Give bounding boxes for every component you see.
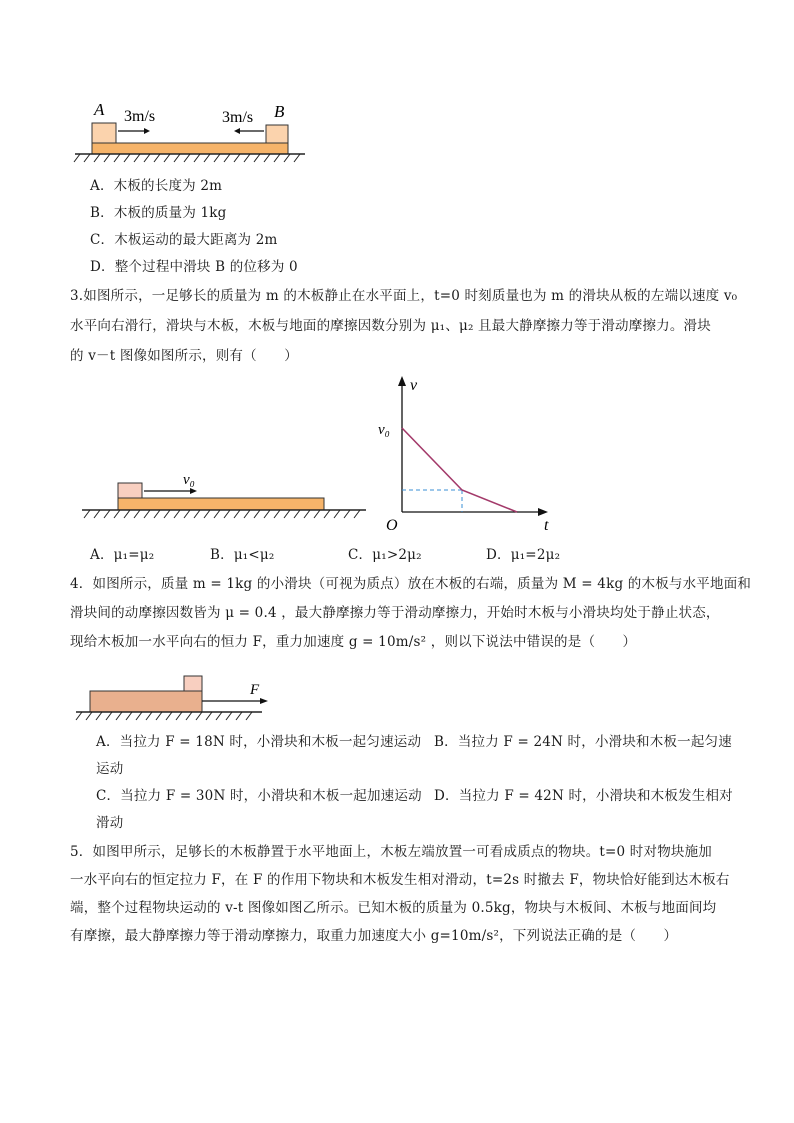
q3-line-2: 水平向右滑行，滑块与木板，木板与地面的摩擦因数分别为 μ₁、μ₂ 且最大静摩擦力等于滑动摩擦力。滑块 (70, 318, 711, 334)
velocity-curve (402, 428, 517, 512)
q5-line-4: 有摩擦，最大静摩擦力等于滑动摩擦力，取重力加速度大小 g=10m/s²，下列说法正确的是（ ） (70, 928, 678, 944)
label-a: A (94, 100, 105, 119)
q2-option-a: A．木板的长度为 2m (90, 178, 223, 194)
axis-label-t: t (544, 517, 549, 532)
origin-label: O (386, 517, 398, 532)
q5-line-3: 端，整个过程物块运动的 v-t 图像如图乙所示。已知木板的质量为 0.5kg，物块与木板间、木板与地面间均 (70, 900, 717, 916)
arrow-up-icon (398, 376, 406, 386)
figure-board-force (72, 672, 272, 722)
block-b (266, 125, 288, 143)
q4-option-a: A．当拉力 F = 18N 时，小滑块和木板一起匀速运动 (96, 734, 422, 750)
q4-option-b: B．当拉力 F = 24N 时，小滑块和木板一起匀速 (434, 734, 732, 750)
q4-option-b-cont: 运动 (96, 761, 124, 777)
figure-slider-board (80, 460, 370, 522)
q5-line-1: 5．如图甲所示，足够长的木板静置于水平地面上，木板左端放置一可看成质点的物块。t=0 时对物块施加 (70, 844, 713, 860)
slider-block (118, 483, 142, 498)
q3-option-c: C．μ₁>2μ₂ (348, 547, 422, 563)
board (90, 691, 202, 712)
q2-option-d: D．整个过程中滑块 B 的位移为 0 (90, 259, 298, 275)
q3-option-d: D．μ₁=2μ₂ (486, 547, 561, 563)
axis-label-v: v (410, 377, 418, 394)
v0-axis-label: v₀ (378, 422, 390, 438)
q3-option-b: B．μ₁<μ₂ (210, 547, 275, 563)
v0-label: v₀ (183, 472, 195, 488)
board (92, 143, 288, 154)
q5-line-2: 一水平向右的恒定拉力 F，在 F 的作用下物块和木板发生相对滑动，t=2s 时撤去 F，物块恰好能到达木板右 (70, 872, 730, 888)
figure-two-blocks (70, 95, 310, 167)
arrow-right-icon (538, 508, 548, 516)
label-b: B (274, 102, 285, 121)
q3-option-a: A．μ₁=μ₂ (90, 547, 155, 563)
force-label: F (250, 682, 260, 698)
vt-graph (372, 372, 562, 532)
small-block (184, 676, 202, 691)
q2-option-c: C．木板运动的最大距离为 2m (90, 232, 278, 248)
speed-b: 3m/s (222, 109, 254, 126)
q3-line-3: 的 v－t 图像如图所示，则有（ ） (70, 348, 298, 364)
q4-line-3: 现给木板加一水平向右的恒力 F，重力加速度 g = 10m/s² ，则以下说法中错误的是（ ） (70, 634, 637, 650)
speed-a: 3m/s (124, 108, 156, 125)
block-a (92, 123, 116, 143)
q4-option-d-cont: 滑动 (96, 815, 124, 831)
q4-line-2: 滑块间的动摩擦因数皆为 μ = 0.4 ，最大静摩擦力等于滑动摩擦力，开始时木板与小滑块均处于静止状态， (70, 605, 720, 621)
q2-option-b: B．木板的质量为 1kg (90, 205, 227, 221)
q4-option-c: C．当拉力 F = 30N 时，小滑块和木板一起加速运动 (96, 788, 422, 804)
long-board (118, 498, 324, 510)
q3-line-1: 3.如图所示，一足够长的质量为 m 的木板静止在水平面上，t=0 时刻质量也为 m 的滑块从板的左端以速度 v₀ (70, 288, 738, 304)
q4-line-1: 4．如图所示，质量 m = 1kg 的小滑块（可视为质点）放在木板的右端，质量为 M = 4kg 的木板与水平地面和 (70, 576, 752, 592)
q4-option-d: D．当拉力 F = 42N 时，小滑块和木板发生相对 (434, 788, 733, 804)
